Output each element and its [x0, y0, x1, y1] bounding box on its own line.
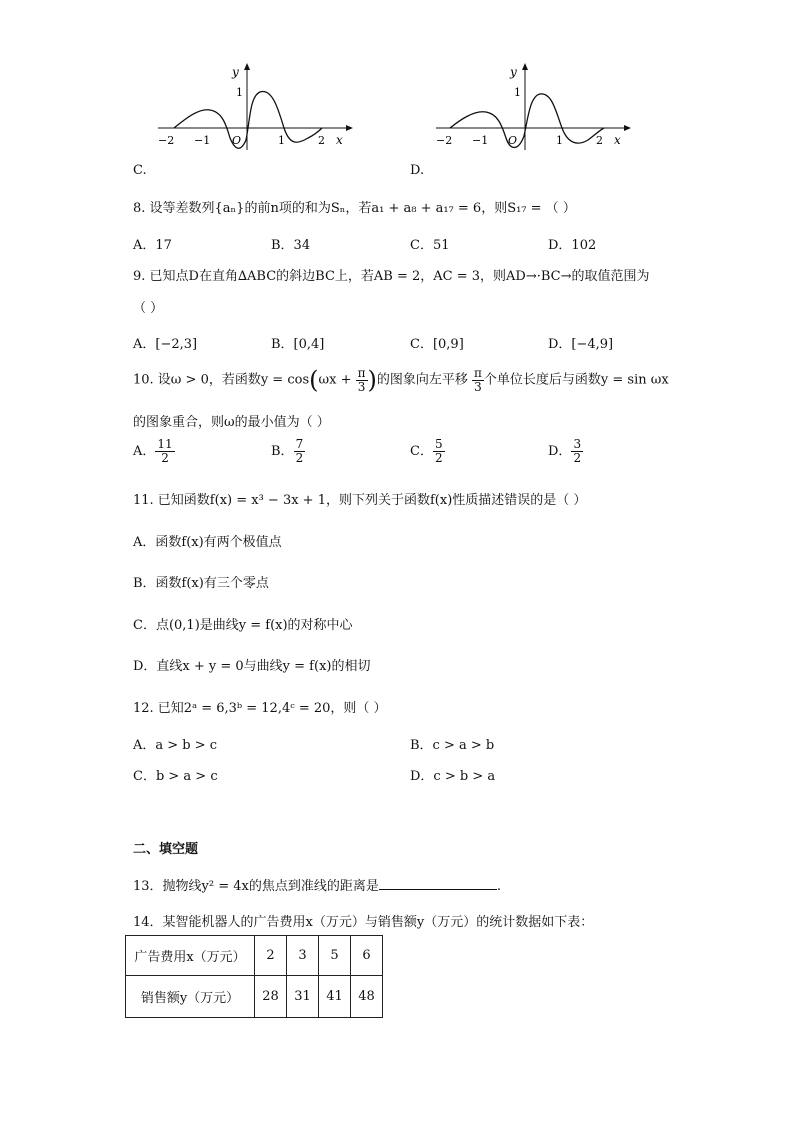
- q9-option-d: D．[−4,9]: [548, 337, 614, 352]
- tick-neg1: −1: [194, 134, 211, 147]
- q10-d-frac: [571, 438, 583, 465]
- tick-1: 1: [278, 134, 285, 147]
- q10-3: 3: [357, 379, 366, 394]
- q10-option-c: [410, 438, 445, 465]
- row1-cell: 2: [255, 936, 287, 976]
- q12-option-d: D．c > b > a: [410, 769, 496, 784]
- table-row: [126, 936, 383, 976]
- q10-bracket: (: [309, 366, 319, 394]
- q10-b-frac: [294, 438, 306, 465]
- q10-a-frac: [155, 438, 174, 465]
- q9-option-b: B．[0,4]: [271, 337, 325, 352]
- graph-c: [150, 60, 355, 155]
- q10-a-label: A．: [133, 444, 156, 459]
- q11-option-c: C．点(0,1)是曲线y = f(x)的对称中心: [133, 618, 353, 633]
- question-10: [133, 366, 669, 394]
- tick-2: 2: [318, 134, 325, 147]
- row2-cell: 48: [351, 976, 383, 1018]
- q10-shift-pi: π: [474, 365, 482, 380]
- x-axis-arrow: [624, 125, 631, 131]
- question-12: 12. 已知2ᵃ = 6,3ᵇ = 12,4ᶜ = 20，则（ ）: [133, 701, 387, 716]
- q10-shift: [472, 367, 484, 394]
- tick-neg2: −2: [158, 134, 175, 147]
- q12-option-b: B．c > a > b: [410, 738, 495, 753]
- q13-answer-blank[interactable]: [379, 877, 497, 890]
- q8-option-c: C．51: [410, 238, 450, 253]
- q10-option-a: [133, 438, 175, 465]
- row1-cell: 6: [351, 936, 383, 976]
- tick-y-1: 1: [236, 86, 243, 99]
- q12-option-c: C．b > a > c: [133, 769, 218, 784]
- row1-cell: 5: [319, 936, 351, 976]
- q10-b-num: 7: [295, 437, 304, 451]
- q10-d-num: 3: [573, 437, 582, 451]
- question-14: 14．某智能机器人的广告费用x（万元）与销售额y（万元）的统计数据如下表：: [133, 915, 594, 930]
- q13-end: .: [496, 879, 501, 894]
- q10-d-den: 2: [573, 451, 582, 465]
- q9-paren: （ ）: [133, 301, 164, 316]
- q10-d-label: D．: [548, 444, 572, 459]
- q10-part3: 个单位长度后与函数y = sin ωx: [483, 372, 669, 388]
- row2-header: 销售额y（万元）: [126, 976, 255, 1018]
- row2-cell: 31: [287, 976, 319, 1018]
- q10-c-num: 5: [434, 437, 443, 451]
- q10-pi: π: [357, 365, 366, 380]
- q10-part2: 的图象向左平移: [376, 372, 468, 388]
- x-axis-arrow: [346, 125, 353, 131]
- q10-option-b: [271, 438, 305, 465]
- axis-y-label: y: [232, 65, 239, 79]
- q11-option-b: B．函数f(x)有三个零点: [133, 576, 269, 591]
- tick-origin: O: [232, 134, 242, 147]
- tick-neg2: −2: [436, 134, 453, 147]
- axis-x-label: x: [614, 133, 621, 147]
- question-9: 9. 已知点D在直角∆ABC的斜边BC上，若AB = 2，AC = 3，则AD→·BC→的取值范围为: [133, 269, 650, 284]
- tick-origin: O: [508, 134, 518, 147]
- tick-2: 2: [596, 134, 603, 147]
- q10-a-den: 2: [161, 451, 169, 465]
- tick-y-1: 1: [514, 86, 521, 99]
- q10-c-den: 2: [434, 451, 443, 465]
- y-axis-arrow: [522, 63, 528, 70]
- option-d-label: D.: [410, 163, 425, 178]
- question-13: [133, 875, 501, 894]
- q10-bracket-close: ): [367, 366, 377, 394]
- table-row: [126, 976, 383, 1018]
- q10-part1: 10. 设ω > 0，若函数y = cos: [133, 372, 310, 388]
- question-11: 11. 已知函数f(x) = x³ − 3x + 1，则下列关于函数f(x)性质描述错误的是（ ）: [133, 493, 587, 508]
- q14-data-table: [125, 935, 383, 1018]
- tick-neg1: −1: [472, 134, 489, 147]
- q8-option-d: D．102: [548, 238, 597, 253]
- q10-line2: 的图象重合，则ω的最小值为（ ）: [133, 415, 330, 430]
- tick-1: 1: [556, 134, 563, 147]
- q10-option-d: [548, 438, 583, 465]
- graph-d: [428, 60, 633, 155]
- q10-c-frac: [433, 438, 445, 465]
- q10-c-label: C．: [410, 444, 433, 459]
- y-axis-arrow: [244, 63, 250, 70]
- row2-cell: 28: [255, 976, 287, 1018]
- q8-option-a: A．17: [133, 238, 172, 253]
- q13-text: 13．抛物线y² = 4x的焦点到准线的距离是: [133, 879, 379, 894]
- q9-option-c: C．[0,9]: [410, 337, 464, 352]
- q10-a-num: 11: [157, 437, 173, 451]
- q11-option-d: D．直线x + y = 0与曲线y = f(x)的相切: [133, 659, 371, 674]
- q8-option-b: B．34: [271, 238, 311, 253]
- row1-cell: 3: [287, 936, 319, 976]
- axis-x-label: x: [336, 133, 343, 147]
- q11-option-a: A．函数f(x)有两个极值点: [133, 535, 282, 550]
- option-c-label: C.: [133, 163, 147, 178]
- axis-y-label: y: [510, 65, 517, 79]
- q10-shift-3: 3: [474, 379, 482, 394]
- row1-header: 广告费用x（万元）: [126, 936, 255, 976]
- row2-cell: 41: [319, 976, 351, 1018]
- q10-b-label: B．: [271, 444, 294, 459]
- q12-option-a: A．a > b > c: [133, 738, 218, 753]
- section-heading: 二、填空题: [133, 842, 199, 857]
- q10-arg: ωx +: [318, 372, 352, 388]
- q10-b-den: 2: [295, 451, 304, 465]
- question-8: 8. 设等差数列{aₙ}的前n项的和为Sₙ，若a₁ + a₈ + a₁₇ = 6，则S₁₇ = （ ）: [133, 201, 576, 216]
- q9-option-a: A．[−2,3]: [133, 337, 198, 352]
- q10-pi-over-3: [356, 367, 368, 394]
